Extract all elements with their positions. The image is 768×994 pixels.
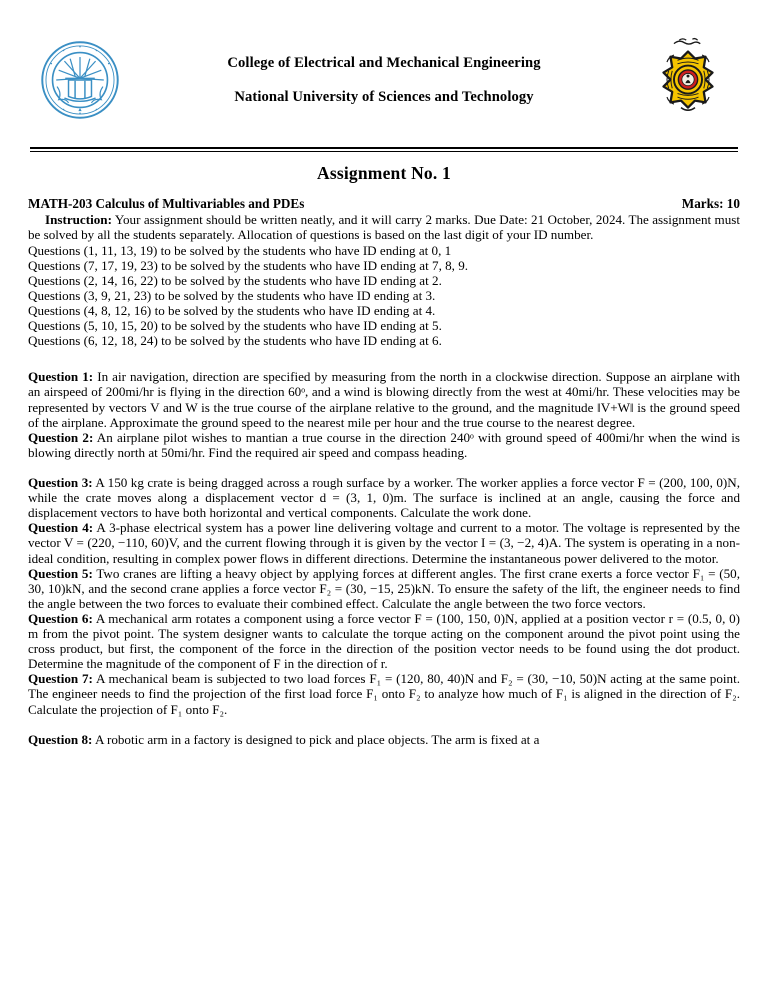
question-2 — [28, 430, 740, 460]
question-8 — [28, 732, 740, 747]
document-body — [28, 196, 740, 747]
course-code-title: MATH-203 Calculus of Multivariables and PDEs — [28, 196, 305, 212]
divider-thin-line — [30, 151, 738, 152]
question-1 — [28, 369, 740, 429]
allocation-item: Questions (5, 10, 15, 20) to be solved by the students who have ID ending at 5. — [28, 318, 442, 334]
college-name: College of Electrical and Mechanical Engineering — [227, 54, 541, 71]
question-3 — [28, 475, 740, 520]
question-7 — [28, 671, 740, 716]
question-4 — [28, 520, 740, 565]
question-7-label: Question 7: — [28, 671, 93, 687]
nust-university-seal-logo — [28, 39, 132, 121]
allocation-item: Questions (4, 8, 12, 16) to be solved by the students who have ID ending at 4. — [28, 302, 436, 318]
marks-value: Marks: 10 — [681, 196, 740, 212]
allocation-item: Questions (1, 11, 13, 19) to be solved by the students who have ID ending at 0, 1 — [28, 242, 452, 258]
question-7-text: A mechanical beam is subjected to two load forces F₁ = (120, 80, 40)N and F₂ = (30, −10, 50)N acting at the same point. The engineer needs to find the projection of the first load force F₁ onto F₂ to analyze how much of F₁ is aligned in the direction of F₂. Calculate the projection of F₁ onto F₂. — [28, 671, 740, 717]
course-header-row — [28, 196, 740, 211]
instruction-text: Your assignment should be written neatly, and it will carry 2 marks. Due Date: 21 October, 2024. The assignment must be solved by all the students separately. Allocation of questions is based on the last digit of your ID number. — [28, 212, 740, 243]
question-5-text: Two cranes are lifting a heavy object by applying forces at different angles. The first crane exerts a force vector F₁ = (50, 30, 10)kN, and the second crane applies a force vector F₂ = (30, −15, 25)kN. To ensure the safety of the lift, the engineer needs to find the angle between the two forces to evaluate their combined effect. Calculate the angle between the two force vectors. — [28, 565, 740, 611]
letterhead — [28, 0, 740, 130]
question-6-label: Question 6: — [28, 610, 93, 626]
page-title: Assignment No. 1 — [317, 163, 451, 184]
question-1-label: Question 1: — [28, 369, 94, 385]
question-5 — [28, 566, 740, 611]
question-2-text: An airplane pilot wishes to mantian a true course in the direction 240ᵒ with ground speed of 400mi/hr when the wind is blowing directly north at 50mi/hr. Find the required air speed and compass heading. — [28, 429, 740, 460]
instruction-paragraph — [28, 212, 740, 242]
allocation-list — [28, 243, 740, 349]
question-4-text: A 3-phase electrical system has a power line delivering voltage and current to a motor. The voltage is represented by the vector V = (220, −110, 60)V, and the current flowing through it is given by the vector I = (3, −2, 4)A. The system is operating in a non-ideal condition, resulting in complex power flows in different directions. Determine the instantaneous power delivered to the motor. — [28, 520, 740, 566]
question-3-text: A 150 kg crate is being dragged across a rough surface by a worker. The worker applies a force vector F = (200, 100, 0)N, while the crate moves along a displacement vector d = (3, 1, 0)m. The surface is inclined at an angle, causing the force and displacement vectors to have both horizontal and vertical components. Calculate the work done. — [28, 474, 740, 521]
question-6-text: A mechanical arm rotates a component using a force vector F = (100, 150, 0)N, applied at a position vector r = (0.5, 0, 0) m from the pivot point. The system designer wants to calculate the torque acting on the component around the pivot point using the cross product, but first, the component of the force in the direction of the position vector needs to be found using the dot product. Determine the magnitude of the component of F in the direction of r. — [28, 610, 740, 672]
section-gap — [28, 460, 740, 475]
section-gap — [28, 348, 740, 369]
ceme-crest-logo — [636, 34, 740, 126]
question-8-label: Question 8: — [28, 731, 93, 747]
question-4-label: Question 4: — [28, 520, 94, 536]
question-5-label: Question 5: — [28, 565, 93, 581]
section-gap — [28, 717, 740, 732]
allocation-item: Questions (3, 9, 21, 23) to be solved by the students who have ID ending at 3. — [28, 287, 436, 303]
question-8-text: A robotic arm in a factory is designed to pick and place objects. The arm is fixed at a — [94, 731, 540, 747]
allocation-item: Questions (2, 14, 16, 22) to be solved by the students who have ID ending at 2. — [28, 272, 442, 288]
question-1-text: In air navigation, direction are specified by measuring from the north in a clockwise direction. Suppose an airplane with an airspeed of 200mi/hr is flying in the direction 60ᵒ, and a wind is blowing directly from the west at 40mi/hr. These velocities may be represented by vectors V and W is the true course of the airplane relative to the ground, and the magnitude ‖V+W‖ is the ground speed of the airplane. Approximate the ground speed to the nearest mile per hour and the true course to the nearest degree. — [28, 369, 741, 430]
institution-titles — [132, 56, 636, 104]
question-3-label: Question 3: — [28, 474, 93, 490]
instruction-label: Instruction: — [45, 212, 112, 228]
university-name: National University of Sciences and Technology — [234, 88, 534, 105]
question-6 — [28, 611, 740, 671]
header-divider-rule — [30, 147, 738, 152]
allocation-item: Questions (6, 12, 18, 24) to be solved by the students who have ID ending at 6. — [28, 333, 442, 349]
question-2-label: Question 2: — [28, 429, 94, 445]
allocation-item: Questions (7, 17, 19, 23) to be solved by the students who have ID ending at 7, 8, 9. — [28, 257, 469, 273]
